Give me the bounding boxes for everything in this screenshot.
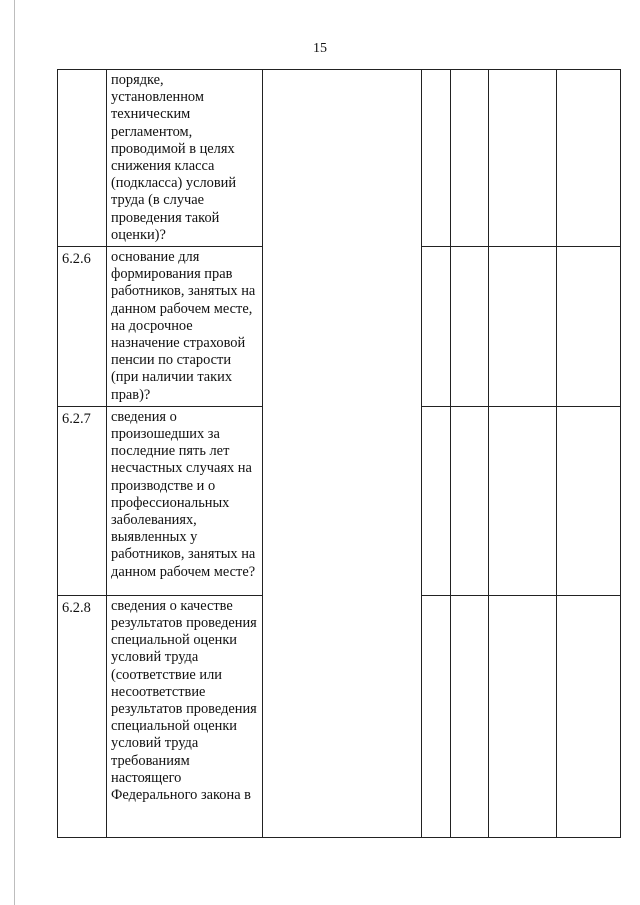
empty-cell	[422, 247, 451, 407]
item-number	[58, 70, 106, 74]
empty-cell	[489, 247, 557, 407]
empty-cell	[451, 406, 489, 595]
empty-cell	[557, 70, 621, 247]
item-number: 6.2.8	[62, 599, 91, 616]
scan-edge-line	[14, 0, 15, 905]
question-cell	[107, 247, 263, 407]
page-number: 15	[313, 41, 327, 56]
item-number-cell	[58, 406, 107, 595]
empty-cell	[489, 406, 557, 595]
table-row	[58, 70, 621, 247]
item-number-cell	[58, 247, 107, 407]
empty-cell	[451, 70, 489, 247]
question-text: сведения о произошедших за последние пять лет несчастных случаях на производстве и о профессиональных заболеваниях, выявленных у работников, занятых на данном рабочем месте?	[111, 408, 256, 580]
question-cell	[107, 406, 263, 595]
question-cell	[107, 595, 263, 837]
empty-cell	[451, 595, 489, 837]
item-number-cell	[58, 70, 107, 247]
checklist-table	[57, 69, 621, 838]
item-number: 6.2.7	[62, 410, 91, 427]
empty-cell	[422, 70, 451, 247]
empty-cell	[557, 595, 621, 837]
item-number: 6.2.6	[62, 251, 91, 268]
blank-answer-cell	[263, 70, 422, 838]
empty-cell	[557, 406, 621, 595]
empty-cell	[489, 595, 557, 837]
empty-cell	[422, 595, 451, 837]
empty-cell	[489, 70, 557, 247]
question-text: порядке, установленном техническим регламентом, проводимой в целях снижения класса (подкласса) условий труда (в случае проведения такой оценки)?	[111, 72, 237, 243]
empty-cell	[422, 406, 451, 595]
empty-cell	[557, 247, 621, 407]
item-number-cell	[58, 595, 107, 837]
question-cell	[107, 70, 263, 247]
question-text: основание для формирования прав работников, занятых на данном рабочем месте, на досрочное назначение страховой пенсии по старости (при наличии таких прав)?	[111, 249, 256, 403]
empty-cell	[451, 247, 489, 407]
question-text: сведения о качестве результатов проведения специальной оценки условий труда (соответствие или несоответствие результатов проведения специальной оценки условий труда требованиям настоящего Федерального закона в	[111, 597, 257, 804]
